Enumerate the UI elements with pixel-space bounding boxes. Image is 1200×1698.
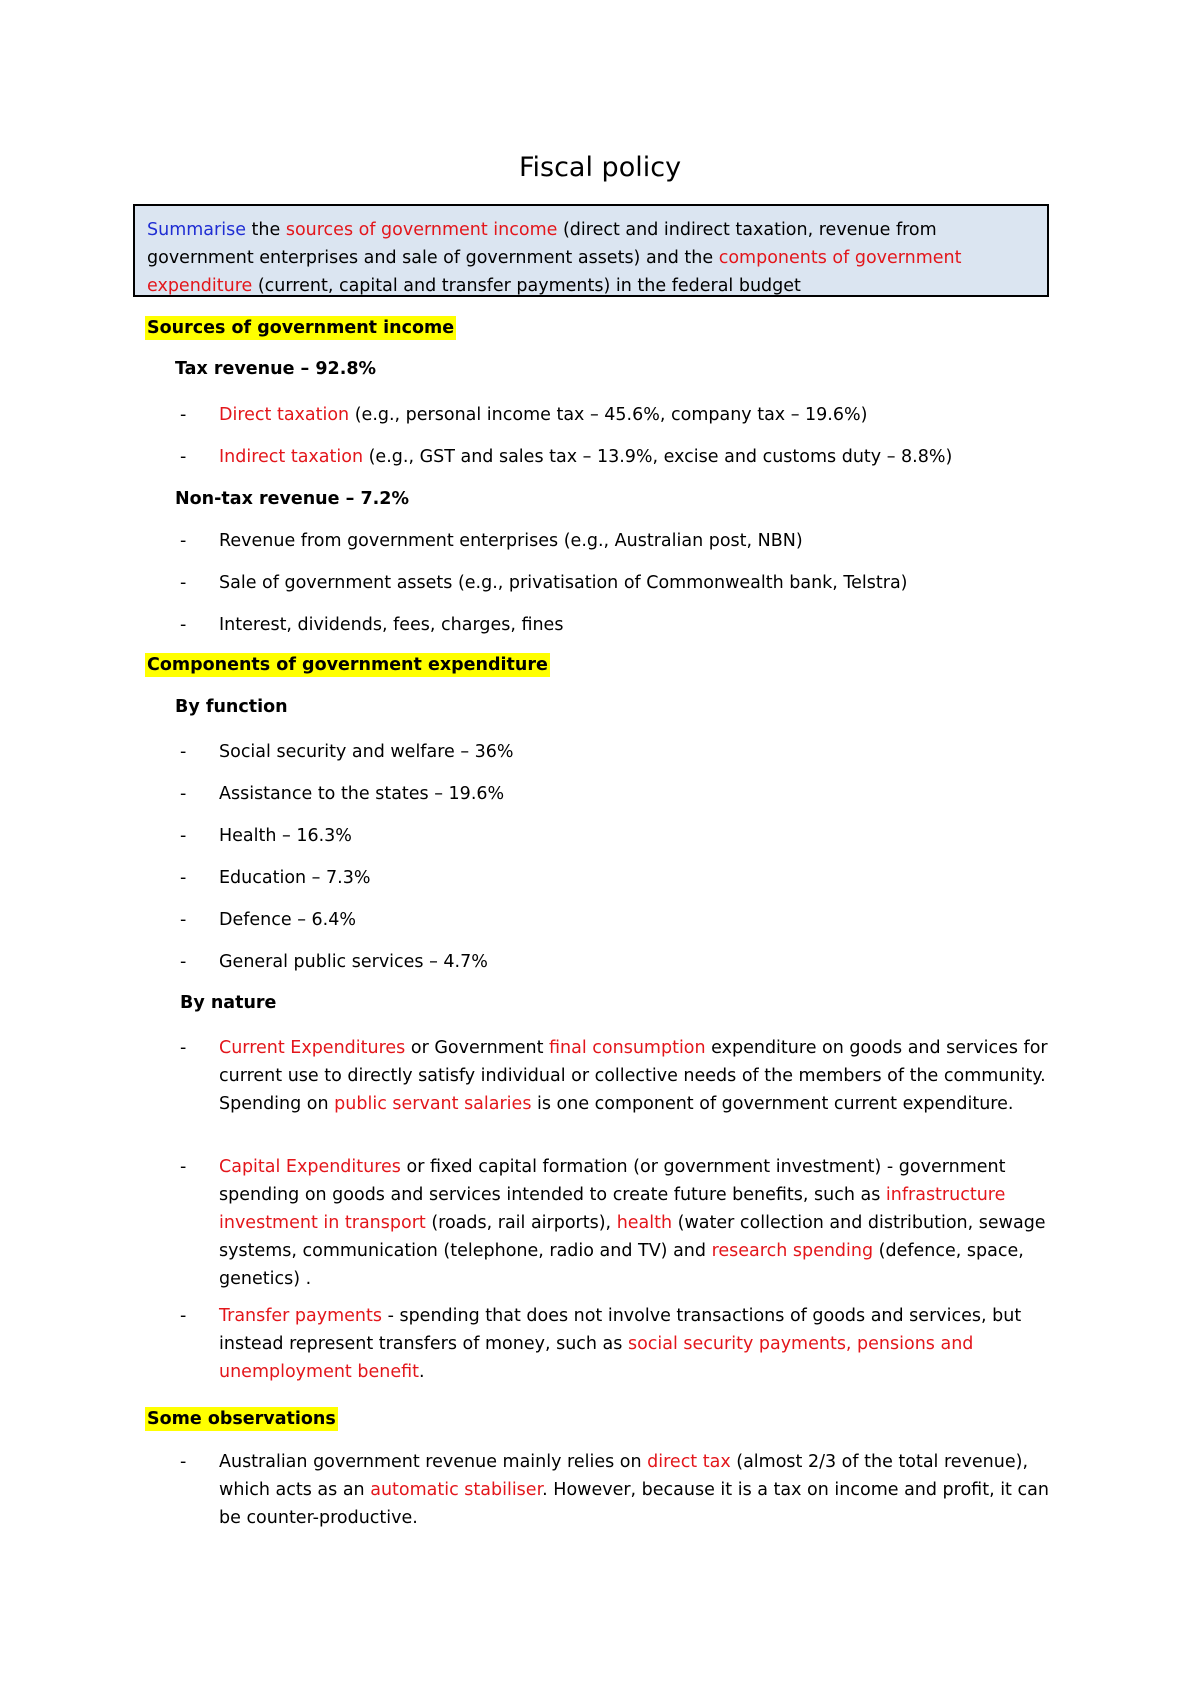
- objective-verb: Summarise: [147, 220, 246, 240]
- item-text: .: [418, 1362, 425, 1382]
- bullet-dash: -: [180, 1157, 187, 1177]
- list-item: [180, 527, 1060, 555]
- item-text: (water collection and distribution, sewage systems, communication (telephone, radio and TV) and: [219, 1213, 1046, 1261]
- item-text: Defence – 6.4%: [219, 910, 356, 930]
- bullet-dash: -: [180, 531, 187, 551]
- term-current-expenditures: Current Expenditures: [219, 1038, 406, 1058]
- objective-highlight-income: sources of government income: [285, 220, 558, 240]
- section-heading-sources: Sources of government income: [147, 318, 455, 338]
- by-function-heading: By function: [175, 697, 288, 717]
- item-text: Interest, dividends, fees, charges, fines: [219, 615, 564, 635]
- item-text: (roads, rail airports),: [425, 1213, 617, 1233]
- item-text: - spending that does not involve transactions of goods and services, but instead represent transfers of money, such as: [219, 1306, 1022, 1354]
- list-item: [180, 611, 1060, 639]
- item-text: Sale of government assets (e.g., privatisation of Commonwealth bank, Telstra): [219, 573, 908, 593]
- item-text: Revenue from government enterprises (e.g., Australian post, NBN): [219, 531, 803, 551]
- item-text: (defence, space, genetics) .: [219, 1241, 1024, 1289]
- list-item: [180, 948, 1060, 976]
- bullet-dash: -: [180, 952, 187, 972]
- item-text: Australian government revenue mainly relies on: [219, 1452, 648, 1472]
- item-text: General public services – 4.7%: [219, 952, 488, 972]
- item-text: Education – 7.3%: [219, 868, 371, 888]
- objective-text: the: [245, 220, 286, 240]
- bullet-dash: -: [180, 868, 187, 888]
- bullet-dash: -: [180, 447, 187, 467]
- list-item: [180, 738, 1060, 766]
- term-health: health: [616, 1213, 673, 1233]
- page-title: Fiscal policy: [518, 152, 682, 183]
- bullet-dash: -: [180, 405, 187, 425]
- list-item: [180, 822, 1060, 850]
- item-text: . However, because it is a tax on income and profit, it can be counter-productive.: [219, 1480, 1049, 1528]
- term-indirect-taxation: Indirect taxation: [219, 447, 364, 467]
- objective-highlight-expenditure: components of government expenditure: [147, 248, 962, 296]
- list-item-observation: [180, 1448, 1060, 1532]
- list-item: [180, 906, 1060, 934]
- bullet-dash: -: [180, 910, 187, 930]
- term-research-spending: research spending: [711, 1241, 874, 1261]
- item-text: is one component of government current expenditure.: [531, 1094, 1014, 1114]
- learning-objective-box: [133, 204, 1049, 297]
- item-text: (e.g., personal income tax – 45.6%, company tax – 19.6%): [349, 405, 868, 425]
- list-item-transfer-payments: [180, 1302, 1060, 1386]
- item-text: Social security and welfare – 36%: [219, 742, 514, 762]
- section-heading-components: Components of government expenditure: [147, 655, 548, 675]
- list-item-capital-expenditures: [180, 1153, 1060, 1293]
- tax-revenue-heading: Tax revenue – 92.8%: [175, 359, 377, 379]
- term-final-consumption: final consumption: [549, 1038, 706, 1058]
- objective-text: (current, capital and transfer payments) in the federal budget: [252, 276, 801, 296]
- by-nature-heading: By nature: [180, 993, 277, 1013]
- term-direct-taxation: Direct taxation: [219, 405, 350, 425]
- list-item-indirect-taxation: [180, 443, 1060, 471]
- item-text: or fixed capital formation (or government investment) - government spending on goods and services intended to create future benefits, such as: [219, 1157, 1006, 1205]
- list-item: [180, 780, 1060, 808]
- list-item-current-expenditures: [180, 1034, 1060, 1118]
- non-tax-revenue-heading: Non-tax revenue – 7.2%: [175, 489, 409, 509]
- bullet-dash: -: [180, 1452, 187, 1472]
- bullet-dash: -: [180, 742, 187, 762]
- term-capital-expenditures: Capital Expenditures: [219, 1157, 401, 1177]
- bullet-dash: -: [180, 573, 187, 593]
- bullet-dash: -: [180, 1306, 187, 1326]
- bullet-dash: -: [180, 1038, 187, 1058]
- list-item: [180, 864, 1060, 892]
- item-text: or Government: [405, 1038, 550, 1058]
- item-text: Health – 16.3%: [219, 826, 352, 846]
- section-heading-observations: Some observations: [147, 1409, 336, 1429]
- list-item-direct-taxation: [180, 401, 1060, 429]
- term-direct-tax: direct tax: [647, 1452, 731, 1472]
- item-text: Assistance to the states – 19.6%: [219, 784, 505, 804]
- objective-text: (direct and indirect taxation, revenue from government enterprises and sale of government assets) and the: [147, 220, 937, 268]
- term-public-servant-salaries: public servant salaries: [334, 1094, 532, 1114]
- term-social-security-payments: social security payments, pensions and unemployment benefit: [219, 1334, 974, 1382]
- bullet-dash: -: [180, 784, 187, 804]
- term-infrastructure-investment: infrastructure investment in transport: [219, 1185, 1006, 1233]
- term-transfer-payments: Transfer payments: [219, 1306, 383, 1326]
- item-text: (almost 2/3 of the total revenue), which acts as an: [219, 1452, 1029, 1500]
- list-item: [180, 569, 1060, 597]
- term-automatic-stabiliser: automatic stabiliser: [370, 1480, 543, 1500]
- item-text: expenditure on goods and services for current use to directly satisfy individual or collective needs of the members of the community. Spending on: [219, 1038, 1048, 1114]
- bullet-dash: -: [180, 615, 187, 635]
- bullet-dash: -: [180, 826, 187, 846]
- item-text: (e.g., GST and sales tax – 13.9%, excise and customs duty – 8.8%): [363, 447, 953, 467]
